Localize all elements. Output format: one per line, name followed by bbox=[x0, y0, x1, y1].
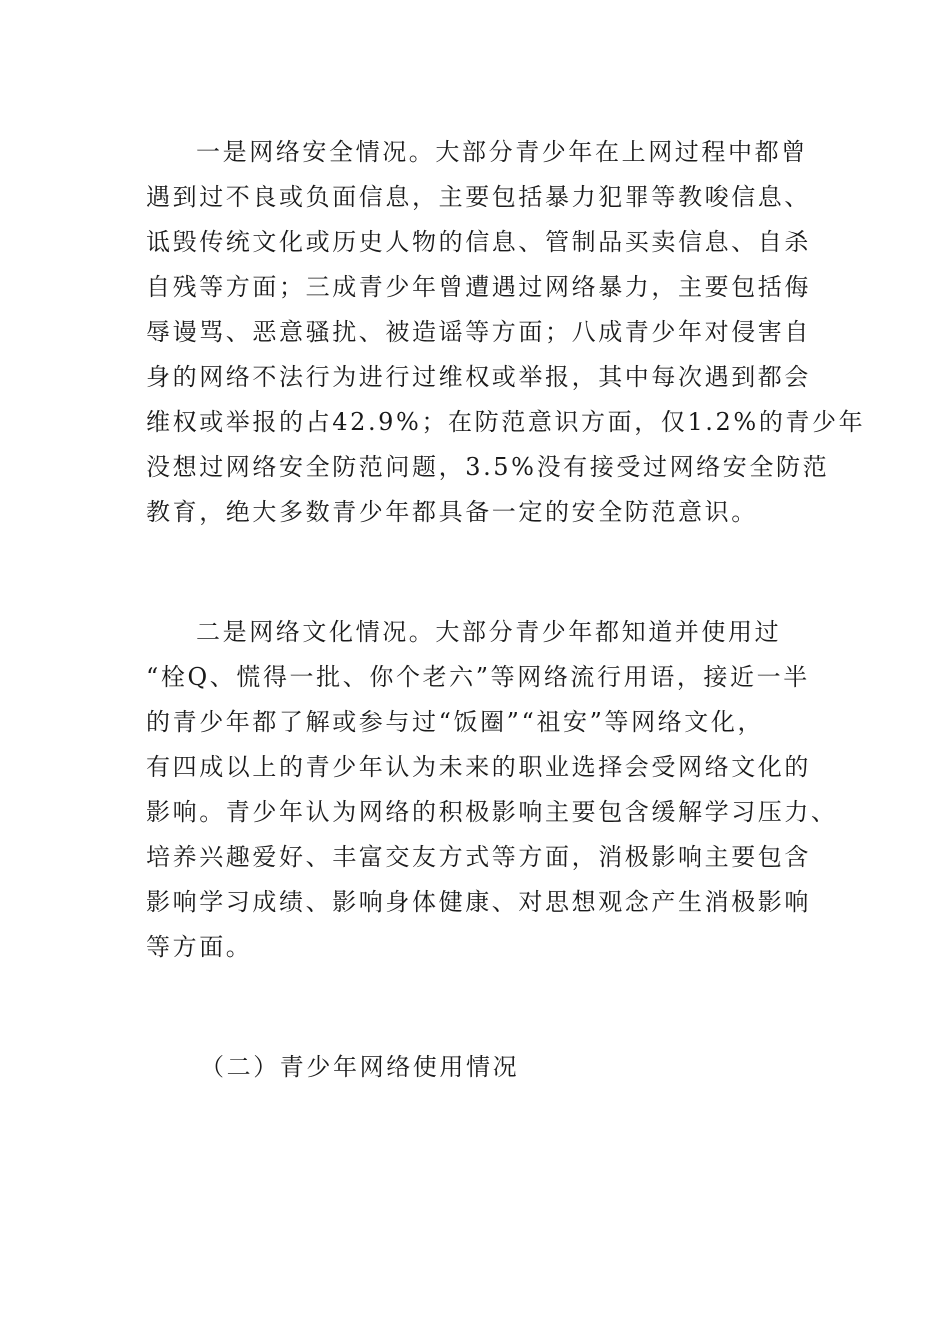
section-heading: （二）青少年网络使用情况 bbox=[200, 1053, 520, 1081]
paragraph-line: 遇到过不良或负面信息，主要包括暴力犯罪等教唆信息、 bbox=[146, 183, 811, 211]
paragraph-line: 二是网络文化情况。大部分青少年都知道并使用过 bbox=[196, 618, 782, 646]
paragraph-line: “栓Q、慌得一批、你个老六”等网络流行用语，接近一半 bbox=[146, 663, 810, 691]
paragraph-line: 影响学习成绩、影响身体健康、对思想观念产生消极影响 bbox=[146, 888, 811, 916]
paragraph-line: 教育，绝大多数青少年都具备一定的安全防范意识。 bbox=[146, 498, 758, 526]
paragraph-line: 自残等方面；三成青少年曾遭遇过网络暴力，主要包括侮 bbox=[146, 273, 811, 301]
paragraph-line: 维权或举报的占42.9%；在防范意识方面，仅1.2%的青少年 bbox=[146, 408, 866, 436]
paragraph-line: 等方面。 bbox=[146, 933, 253, 961]
paragraph-line: 诋毁传统文化或历史人物的信息、管制品买卖信息、自杀 bbox=[146, 228, 811, 256]
paragraph-line: 培养兴趣爱好、丰富交友方式等方面，消极影响主要包含 bbox=[146, 843, 811, 871]
paragraph-line: 辱谩骂、恶意骚扰、被造谣等方面；八成青少年对侵害自 bbox=[146, 318, 811, 346]
paragraph-line: 的青少年都了解或参与过“饭圈”“祖安”等网络文化， bbox=[146, 708, 765, 736]
paragraph-line: 有四成以上的青少年认为未来的职业选择会受网络文化的 bbox=[146, 753, 811, 781]
paragraph-line: 身的网络不法行为进行过维权或举报，其中每次遇到都会 bbox=[146, 363, 811, 391]
paragraph-line: 一是网络安全情况。大部分青少年在上网过程中都曾 bbox=[196, 138, 808, 166]
paragraph-line: 影响。青少年认为网络的积极影响主要包含缓解学习压力、 bbox=[146, 798, 838, 826]
paragraph-line: 没想过网络安全防范问题，3.5%没有接受过网络安全防范 bbox=[146, 453, 830, 481]
